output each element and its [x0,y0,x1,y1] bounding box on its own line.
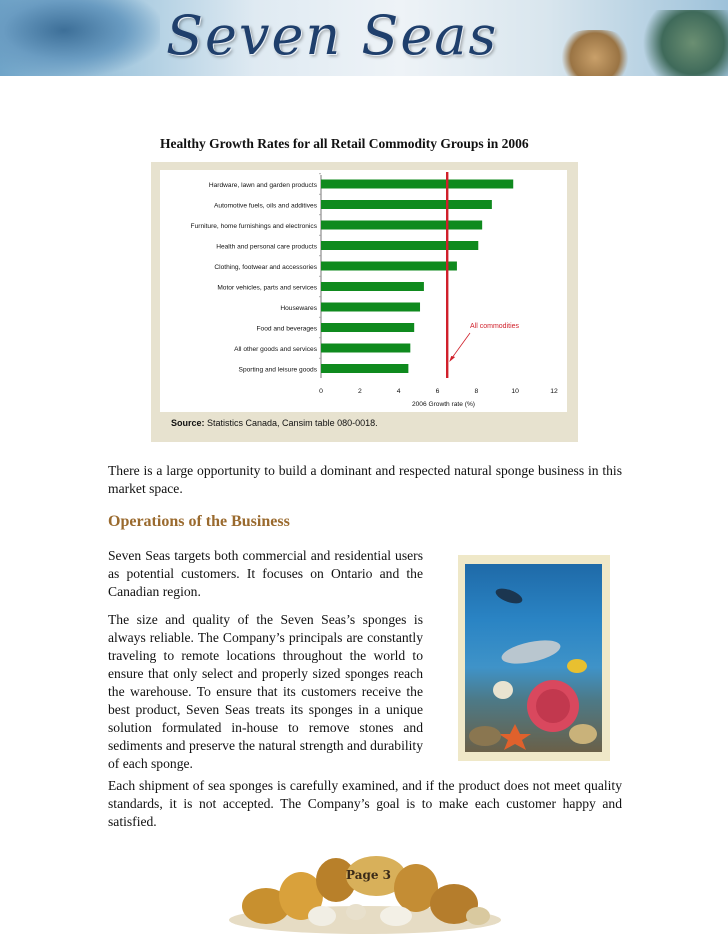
category-label: Clothing, footwear and accessories [214,264,317,271]
category-label: Automotive fuels, oils and additives [214,202,317,210]
coral-decoration [560,30,630,76]
x-tick-label: 0 [319,388,323,395]
x-tick-label: 4 [396,388,401,395]
bar [321,303,420,312]
category-label: Housewares [280,305,317,312]
x-tick-label: 6 [435,388,440,395]
bar [321,262,457,271]
category-label: Motor vehicles, parts and services [217,284,317,292]
brand-logo: Seven Seas [166,4,499,67]
category-label: Sporting and leisure goods [238,366,317,374]
intro-paragraph: There is a large opportunity to build a dominant and respected natural sponge business in this market space. [108,463,622,496]
x-tick-label: 2 [357,388,362,395]
footer-sponges [226,850,504,936]
category-label: Hardware, lawn and garden products [208,182,317,189]
bar-chart [160,170,567,412]
bar [321,364,408,373]
annotation-arrow [451,333,470,359]
bar [321,221,482,230]
photo-frame [458,555,610,761]
bar [321,241,478,250]
bar [321,180,513,189]
category-label: Furniture, home furnishings and electronics [190,223,317,230]
category-label: Health and personal care products [216,243,317,251]
category-label: All other goods and services [234,346,317,353]
x-tick-label: 8 [474,388,479,395]
page-number: Page 3 [346,868,392,882]
bar [321,344,410,353]
diver-image [0,0,160,76]
bar [321,323,414,332]
annotation-arrowhead [449,356,455,362]
bar [321,282,424,291]
reference-annotation: All commodities [470,323,520,330]
chart-source [171,418,378,428]
x-tick-label: 12 [550,388,558,395]
section-heading: Operations of the Business [108,513,290,530]
category-label: Food and beverages [256,325,317,333]
source-text: Statistics Canada, Cansim table 080-0018. [204,418,378,428]
source-label: Source: [171,418,205,428]
paragraph-quality: The size and quality of the Seven Seas’s sponges is always reliable. The Company’s principals are constantly traveling to remote locations throughout the world to ensure that only select and properly sized sponges reach the warehouse. To ensure that its customers receive the best product, Seven Seas treats its sponges in a unique solution formulated in-house to remove stones and sediments and preserve the natural strength and durability of each sponge. [108,612,423,771]
coral-decoration [640,10,728,76]
paragraph-targets: Seven Seas targets both commercial and residential users as potential customers. It focuses on Ontario and the Canadian region. [108,548,423,599]
chart-title: Healthy Growth Rates for all Retail Commodity Groups in 2006 [160,136,529,151]
chart-figure [151,162,578,442]
x-tick-label: 10 [511,388,519,395]
chart-plot-panel [160,170,567,412]
header-banner [0,0,728,76]
underwater-photo [465,564,602,752]
paragraph-shipment: Each shipment of sea sponges is carefully examined, and if the product does not meet quality standards, it is not accepted. The Company’s goal is to make each customer happy and satisfied. [108,778,622,829]
x-axis-label: 2006 Growth rate (%) [411,401,476,408]
bar [321,200,492,209]
